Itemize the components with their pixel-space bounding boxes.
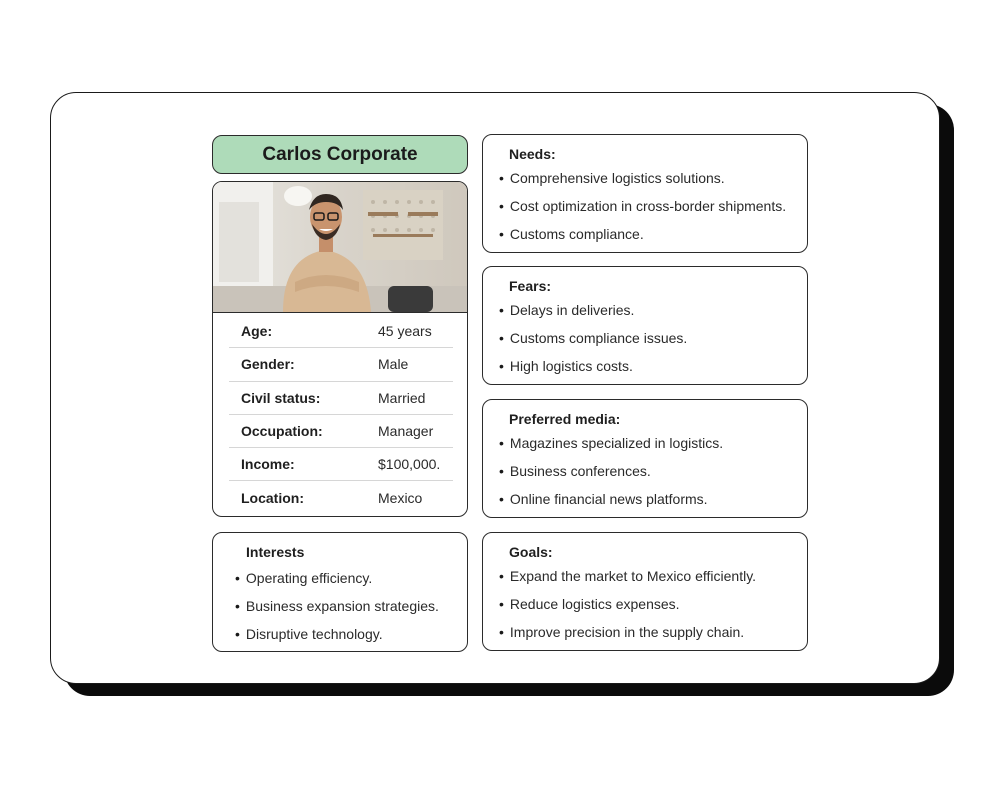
needs-title: Needs: [509, 146, 556, 162]
fact-value: Mexico [378, 489, 423, 506]
fact-value: Male [378, 356, 409, 373]
fact-label: Age: [241, 323, 273, 340]
list-item: • Cost optimization in cross-border shipments. [499, 197, 786, 225]
list-item: • Expand the market to Mexico efficiently. [499, 567, 756, 595]
goals-list [499, 567, 756, 651]
persona-name: Carlos Corporate [212, 135, 468, 174]
preferred-media-panel [482, 399, 808, 518]
list-item: • Business conferences. [499, 462, 723, 490]
fact-row-gender [229, 348, 453, 381]
list-item: • Operating efficiency. [235, 569, 439, 597]
fact-value: Married [378, 389, 426, 406]
list-item: • Business expansion strategies. [235, 597, 439, 625]
fact-label: Civil status: [241, 389, 321, 406]
goals-panel [482, 532, 808, 651]
list-item: • Comprehensive logistics solutions. [499, 169, 786, 197]
preferred-media-title: Preferred media: [509, 411, 621, 427]
persona-facts [229, 315, 453, 514]
fact-label: Location: [241, 489, 304, 506]
fears-panel [482, 266, 808, 385]
fact-value: $100,000. [378, 456, 441, 473]
fact-label: Gender: [241, 356, 295, 373]
fact-row-civil-status [229, 382, 453, 415]
fact-value: 45 years [378, 323, 432, 340]
fears-title: Fears: [509, 278, 552, 294]
needs-list [499, 169, 786, 253]
fact-row-occupation [229, 415, 453, 448]
needs-panel [482, 134, 808, 253]
list-item: • Delays in deliveries. [499, 301, 687, 329]
fact-value: Manager [378, 423, 434, 440]
list-item: • Reduce logistics expenses. [499, 595, 756, 623]
fact-label: Income: [241, 456, 295, 473]
interests-title: Interests [246, 544, 305, 560]
persona-photo [213, 182, 467, 313]
profile-panel [212, 181, 468, 517]
interests-panel [212, 532, 468, 652]
fact-row-income [229, 448, 453, 481]
goals-title: Goals: [509, 544, 553, 560]
fact-row-location [229, 481, 453, 513]
fears-list [499, 301, 687, 385]
list-item: • Improve precision in the supply chain. [499, 623, 756, 651]
preferred-media-list [499, 434, 723, 518]
interests-list [235, 569, 439, 653]
list-item: • Customs compliance issues. [499, 329, 687, 357]
list-item: • High logistics costs. [499, 357, 687, 385]
list-item: • Disruptive technology. [235, 625, 439, 653]
list-item: • Online financial news platforms. [499, 490, 723, 518]
list-item: • Magazines specialized in logistics. [499, 434, 723, 462]
list-item: • Customs compliance. [499, 225, 786, 253]
fact-label: Occupation: [241, 423, 323, 440]
fact-row-age [229, 315, 453, 348]
